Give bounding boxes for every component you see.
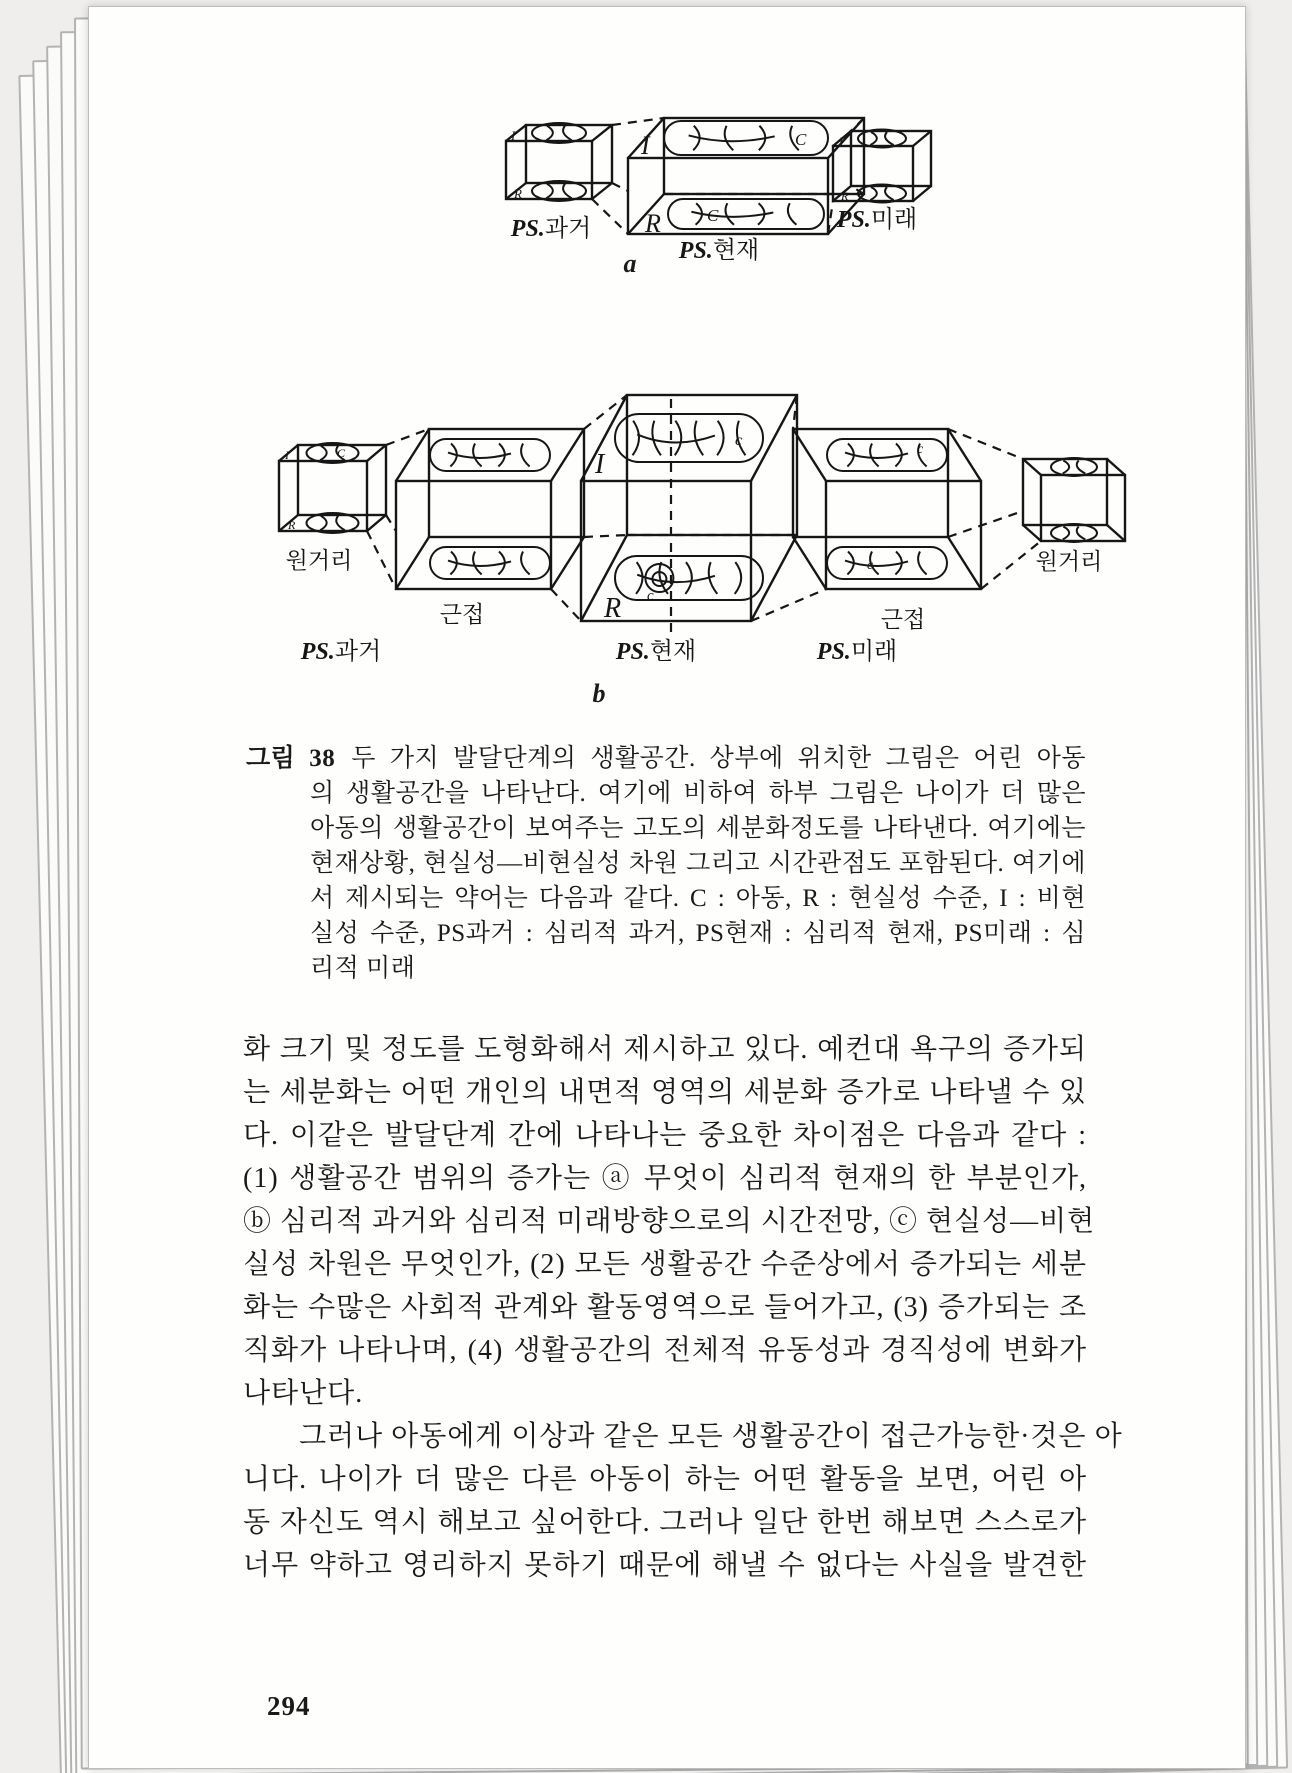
face-label: I [511, 128, 516, 143]
body-line: 화는 수많은 사회적 관계와 활동영역으로 들어가고, (3) 증가되는 조 [243, 1292, 1087, 1323]
region-divider [885, 132, 894, 145]
body-line: 실성 차원은 무엇인가, (2) 모든 생활공간 수준상에서 증가되는 세분 [243, 1249, 1087, 1280]
figure-caption-number: 그림 38 [246, 745, 336, 772]
face-label: C [337, 446, 346, 460]
life-space-box [279, 443, 386, 533]
region-outline [668, 199, 824, 229]
caption-line: 현재상황, 현실성—비현실성 차원 그리고 시간관점도 포함된다. 여기에 [310, 850, 1086, 877]
dashed-connector [948, 511, 1023, 537]
box-label: 원거리 [285, 548, 353, 573]
life-space-box [396, 429, 584, 589]
caption-line: 리적 미래 [310, 955, 416, 982]
region-outline [1051, 524, 1097, 542]
body-line: ⓑ 심리적 과거와 심리적 미래방향으로의 시간전망, ⓒ 현실성—비현 [243, 1206, 1096, 1237]
dashed-connector [592, 199, 628, 234]
region-divider [717, 421, 723, 456]
body-line: 나타난다. [243, 1378, 364, 1409]
body-line: (1) 생활공간 범위의 증가는 ⓐ 무엇이 심리적 현재의 한 부분인가, [243, 1163, 1087, 1194]
face-label: c [647, 588, 654, 604]
dashed-connector [612, 118, 664, 125]
region-divider [633, 421, 639, 456]
region-divider [652, 421, 661, 456]
dashed-connector [551, 589, 581, 621]
region-divider [725, 126, 734, 150]
region-divider [521, 551, 530, 574]
region-outline [827, 547, 947, 579]
region-divider [637, 434, 715, 442]
region-divider [695, 421, 704, 456]
dashed-connector [367, 531, 396, 589]
region-divider [870, 187, 876, 200]
face-label: C [795, 130, 807, 149]
body-line: 동 자신도 역시 해보고 싶어한다. 그러나 일단 한번 해보면 스스로가 [243, 1507, 1087, 1538]
region-divider [563, 126, 572, 140]
panel-b-label: b [592, 679, 606, 708]
caption-line: 실성 수준, PS과거 : 심리적 과거, PS현재 : 심리적 현재, PS미래 : 심 [310, 920, 1086, 947]
dashed-connector [948, 429, 1023, 459]
face-label: I [641, 131, 650, 160]
region-divider [546, 184, 552, 198]
life-space-box [628, 118, 864, 238]
figure-a-diagram [451, 96, 961, 266]
face-label: R [288, 518, 296, 532]
panel-a-label: a [623, 249, 637, 278]
box-label: PS.과거 [300, 639, 382, 665]
life-space-box [1023, 458, 1125, 542]
face-label: R [645, 209, 661, 238]
region-divider [675, 421, 681, 456]
box-label: 근접 [439, 602, 485, 627]
dashed-connector [584, 535, 627, 537]
region-divider [320, 516, 326, 530]
dashed-connector [751, 589, 826, 621]
region-divider [320, 446, 326, 460]
body-line: 다. 이같은 발달단계 간에 나타나는 중요한 차이점은 다음과 같다 : [243, 1120, 1087, 1151]
face-label: R [514, 186, 522, 201]
region-divider [636, 562, 642, 594]
region-outline [827, 439, 947, 471]
body-line: 그러나 아동에게 이상과 같은 모든 생활공간이 접근가능한·것은 아 [299, 1421, 1123, 1452]
caption-line: 서 제시되는 약어는 다음과 같다. C : 아동, R : 현실성 수준, I : 비현 [310, 885, 1086, 912]
region-divider [637, 575, 715, 582]
face-label: R [604, 593, 622, 624]
face-label: I [839, 134, 843, 148]
region-outline [430, 439, 550, 471]
box-label: PS.현재 [678, 238, 760, 264]
box-label: PS.과거 [510, 216, 592, 242]
body-text [243, 1028, 1123, 1587]
body-line: 는 세분화는 어떤 개인의 내면적 영역의 세분화 증가로 나타낼 수 있 [243, 1077, 1087, 1108]
region-divider [691, 212, 773, 217]
region-divider [336, 516, 345, 530]
box-label: 근접 [880, 607, 926, 632]
region-divider [689, 135, 775, 141]
region-divider [918, 551, 927, 574]
dashed-connector [981, 541, 1041, 589]
face-label: I [595, 449, 605, 480]
life-space-box [506, 123, 612, 201]
region-divider [473, 443, 482, 466]
life-space-box [793, 429, 981, 589]
box-label: PS.미래 [836, 207, 918, 233]
figure-b-diagram [241, 341, 1151, 666]
region-divider [473, 551, 482, 574]
face-label: C [707, 206, 719, 225]
page-number: 294 [267, 1691, 311, 1721]
caption-line [246, 741, 1086, 776]
region-divider [1077, 461, 1086, 474]
region-outline [1051, 458, 1097, 476]
face-label: R [841, 189, 849, 203]
region-divider [725, 203, 734, 225]
caption-text: 두 가지 발달단계의 생활공간. 상부에 위치한 그림은 어린 아동 [351, 745, 1086, 772]
region-divider [685, 562, 691, 594]
box-label: 원거리 [1035, 549, 1103, 574]
face-label: I [285, 448, 289, 462]
region-divider [1077, 527, 1086, 540]
dashed-connector [386, 515, 396, 531]
region-outline [430, 547, 550, 579]
region-divider [546, 126, 552, 140]
face-label: c [735, 432, 743, 449]
region-divider [1063, 527, 1069, 540]
region-divider [521, 443, 530, 466]
body-line: 너무 약하고 영리하지 못하기 때문에 해낼 수 없다는 사실을 발견한 [243, 1550, 1087, 1581]
caption-line: 아동의 생활공간이 보여주는 고도의 세분화정도를 나타낸다. 여기에는 [310, 815, 1086, 842]
region-divider [885, 187, 894, 200]
caption-line: 의 생활공간을 나타난다. 여기에 비하여 하부 그림은 나이가 더 많은 [310, 780, 1086, 807]
region-divider [870, 132, 876, 145]
face-label: c [867, 558, 874, 573]
dashed-connector [612, 183, 628, 191]
region-divider [788, 203, 797, 225]
life-space-box [581, 395, 797, 624]
region-divider [870, 443, 879, 466]
body-line: 직화가 나타나며, (4) 생활공간의 전체적 유동성과 경직성에 변화가 [243, 1335, 1087, 1366]
life-space-box [833, 130, 931, 204]
region-divider [1063, 461, 1069, 474]
region-divider [735, 562, 741, 594]
body-line: 화 크기 및 정도를 도형화해서 제시하고 있다. 예컨대 욕구의 증가되 [243, 1034, 1087, 1065]
region-divider [563, 184, 572, 198]
face-label: c [917, 442, 924, 457]
page [88, 6, 1246, 1769]
box-label: PS.현재 [615, 639, 697, 665]
box-label: PS.미래 [816, 639, 898, 665]
figure-caption [246, 741, 1086, 986]
body-line: 니다. 나이가 더 많은 다른 아동이 하는 어떤 활동을 보면, 어린 아 [243, 1464, 1087, 1495]
